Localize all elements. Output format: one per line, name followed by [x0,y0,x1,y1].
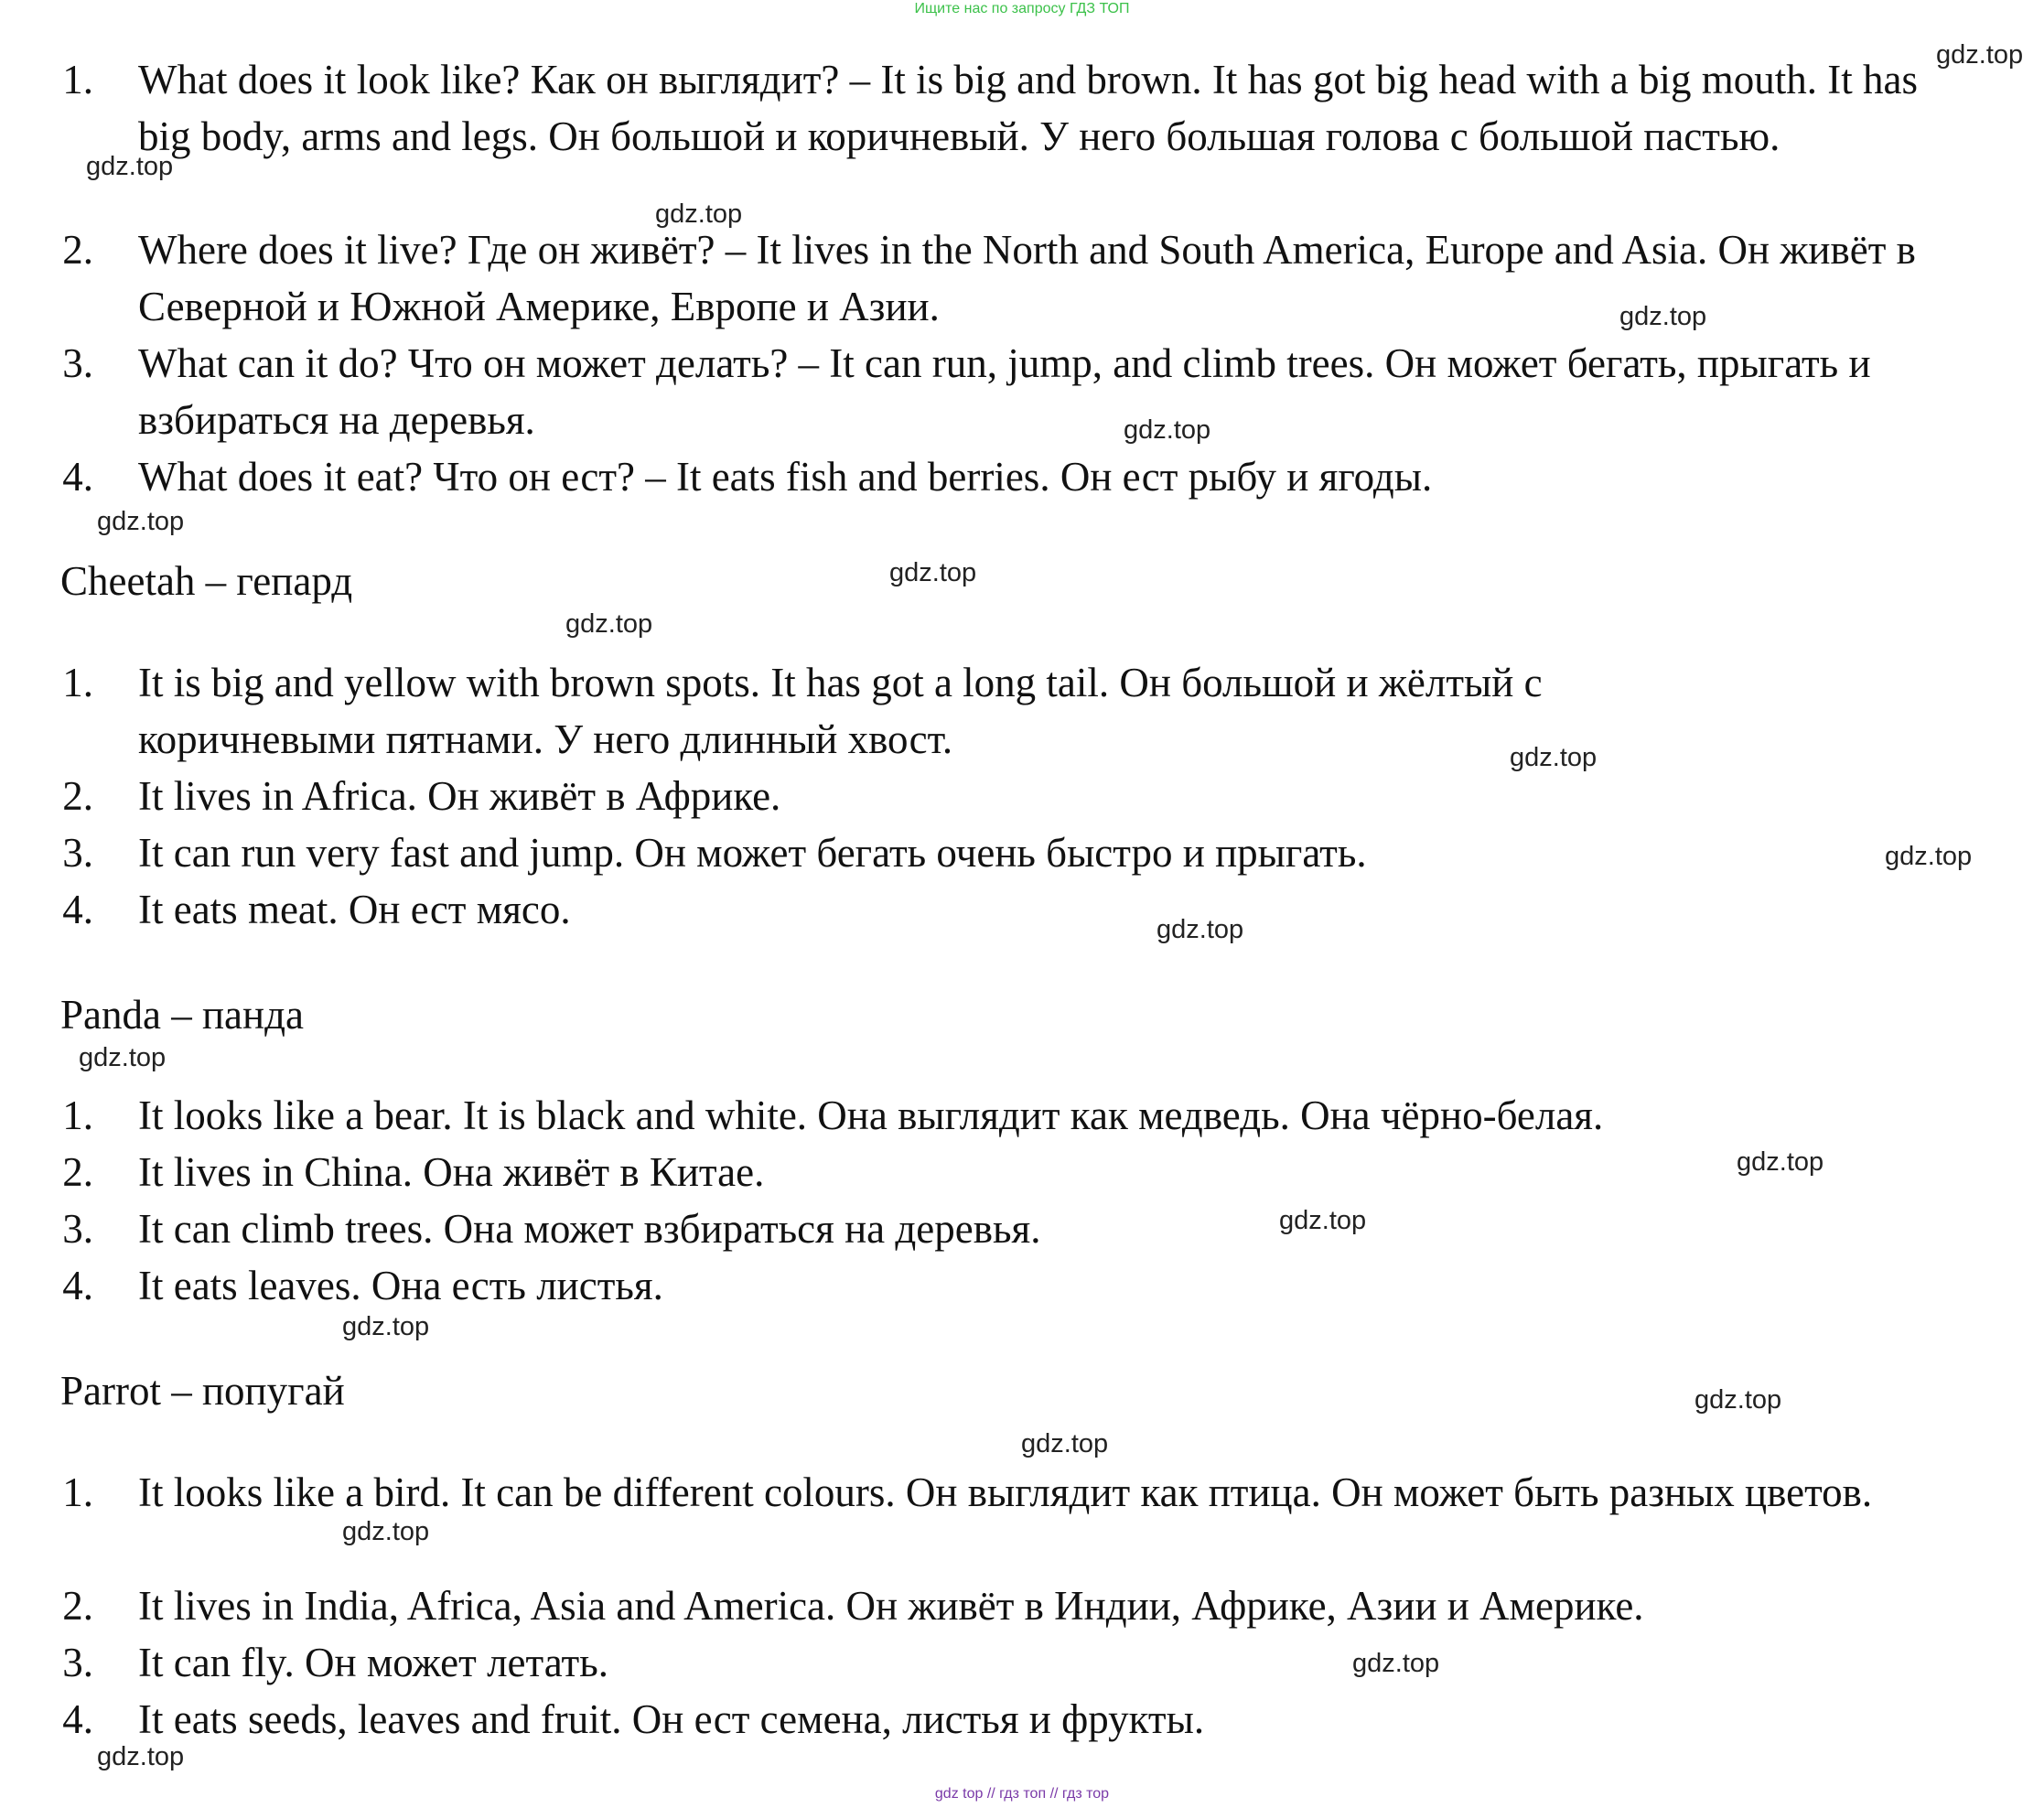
watermark: gdz.top [1619,302,1707,331]
watermark: gdz.top [1021,1429,1109,1458]
item-number: 1. [62,1092,93,1138]
list-item [0,654,2044,768]
section-1-list [0,51,2044,505]
watermark: gdz.top [97,1742,185,1771]
section-heading-cheetah: Cheetah – гепард [60,558,353,604]
item-text: It looks like a bird. It can be different colours. Он выглядит как птица. Он может быть разных цветов. [138,1469,1873,1515]
list-item [0,1257,2044,1314]
item-text: It can run very fast and jump. Он может бегать очень быстро и прыгать. [138,830,1367,876]
item-text: It is big and yellow with brown spots. It has got a long tail. Он большой и жёлтый с коричневыми пятнами. У него длинный хвост. [138,660,1543,762]
watermark: gdz.top [1737,1147,1824,1177]
item-text: Where does it live? Где он живёт? – It lives in the North and South America, Europe and Asia. Он живёт в Северной и Южной Америке, Европе и Азии. [138,227,1916,329]
list-item [0,1087,2044,1144]
watermark: gdz.top [1279,1206,1367,1235]
list-item [0,824,2044,881]
item-number: 2. [62,1149,93,1195]
item-text: It eats seeds, leaves and fruit. Он ест семена, листья и фрукты. [138,1696,1205,1742]
list-item [0,1691,2044,1748]
item-text: It lives in China. Она живёт в Китае. [138,1149,765,1195]
item-number: 1. [62,660,93,705]
section-4-list [0,1464,2044,1748]
watermark: gdz.top [79,1043,167,1072]
top-banner: Ищите нас по запросу ГДЗ ТОП [914,1,1130,16]
bottom-banner: gdz top // гдз топ // гдз тор [934,1786,1110,1802]
watermark: gdz.top [86,152,174,181]
item-number: 2. [62,1583,93,1629]
watermark: gdz.top [1156,915,1244,944]
item-text: It eats meat. Он ест мясо. [138,887,571,932]
list-item [0,448,2044,505]
list-item [0,1464,2044,1577]
list-item [0,881,2044,938]
item-text: It eats leaves. Она есть листья. [138,1263,663,1308]
item-number: 4. [62,1263,93,1308]
list-item [0,1200,2044,1257]
watermark: gdz.top [97,507,185,536]
item-number: 3. [62,340,93,386]
section-heading-parrot: Parrot – попугай [60,1368,345,1414]
watermark: gdz.top [1694,1385,1782,1415]
item-text: What does it eat? Что он ест? – It eats fish and berries. Он ест рыбу и ягоды. [138,454,1433,500]
item-number: 1. [62,1469,93,1515]
watermark: gdz.top [342,1312,430,1341]
item-text: What does it look like? Как он выглядит? – It is big and brown. It has got big head with a big mouth. It has big body, arms and legs. Он большой и коричневый. У него большая голова с большой пастью. [138,57,1918,159]
item-number: 3. [62,830,93,876]
watermark: gdz.top [342,1517,430,1546]
item-text: It lives in India, Africa, Asia and America. Он живёт в Индии, Африке, Азии и Америке. [138,1583,1644,1629]
item-number: 2. [62,227,93,273]
watermark: gdz.top [1124,415,1211,445]
list-item [0,1634,2044,1691]
watermark: gdz.top [1510,743,1598,772]
item-text: It can fly. Он может летать. [138,1640,608,1685]
list-item [0,1577,2044,1634]
item-number: 4. [62,1696,93,1742]
watermark: gdz.top [565,609,653,639]
item-number: 1. [62,57,93,102]
list-item [0,335,2044,448]
list-item [0,221,2044,335]
section-heading-panda: Panda – панда [60,992,304,1038]
item-text: It looks like a bear. It is black and white. Она выглядит как медведь. Она чёрно-белая. [138,1092,1604,1138]
section-2-list [0,654,2044,938]
item-number: 4. [62,887,93,932]
item-text: It can climb trees. Она может взбираться на деревья. [138,1206,1041,1252]
item-text: It lives in Africa. Он живёт в Африке. [138,773,781,819]
watermark: gdz.top [1352,1649,1440,1678]
watermark: gdz.top [1936,40,2024,70]
item-number: 3. [62,1640,93,1685]
item-number: 4. [62,454,93,500]
item-number: 2. [62,773,93,819]
item-number: 3. [62,1206,93,1252]
watermark: gdz.top [1885,842,1973,871]
watermark: gdz.top [655,199,743,229]
item-text: What can it do? Что он может делать? – It can run, jump, and climb trees. Он может бегать, прыгать и взбираться на деревья. [138,340,1871,443]
section-3-list [0,1087,2044,1314]
list-item [0,768,2044,824]
watermark: gdz.top [889,558,977,587]
list-item [0,51,2044,221]
